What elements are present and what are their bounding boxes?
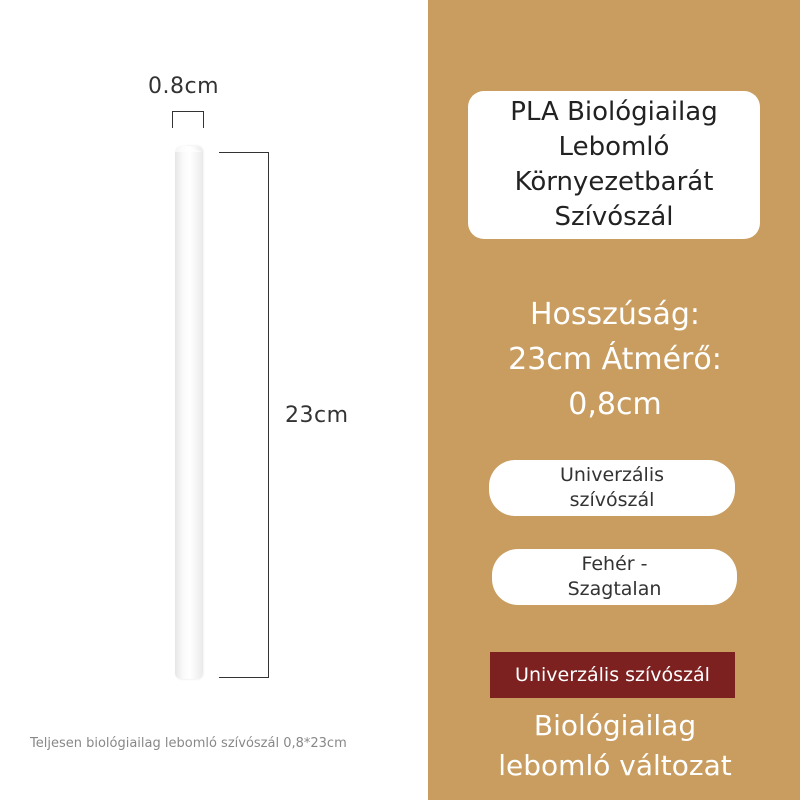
width-dimension-label: 0.8cm bbox=[148, 74, 220, 99]
length-dimension-label: 23cm bbox=[285, 403, 349, 428]
product-specs: Hosszúság: 23cm Átmérő: 0,8cm bbox=[508, 297, 722, 422]
feature-pill-universal: Univerzális szívószál bbox=[489, 460, 735, 516]
length-dimension-bracket bbox=[219, 152, 269, 678]
width-dimension-bracket bbox=[172, 111, 204, 128]
feature-pill-white-odorless: Fehér - Szagtalan bbox=[492, 549, 737, 605]
product-title: PLA Biológiailag Lebomló Környezetbarát Szívószál bbox=[510, 97, 718, 232]
universal-straw-banner: Univerzális szívószál bbox=[490, 652, 735, 698]
biodegradable-version-text: Biológiailag lebomló változat bbox=[498, 709, 732, 782]
product-caption: Teljesen biológiailag lebomló szívószál 0,8*23cm bbox=[30, 736, 347, 751]
straw-image bbox=[175, 146, 202, 679]
product-title-box bbox=[468, 91, 760, 239]
